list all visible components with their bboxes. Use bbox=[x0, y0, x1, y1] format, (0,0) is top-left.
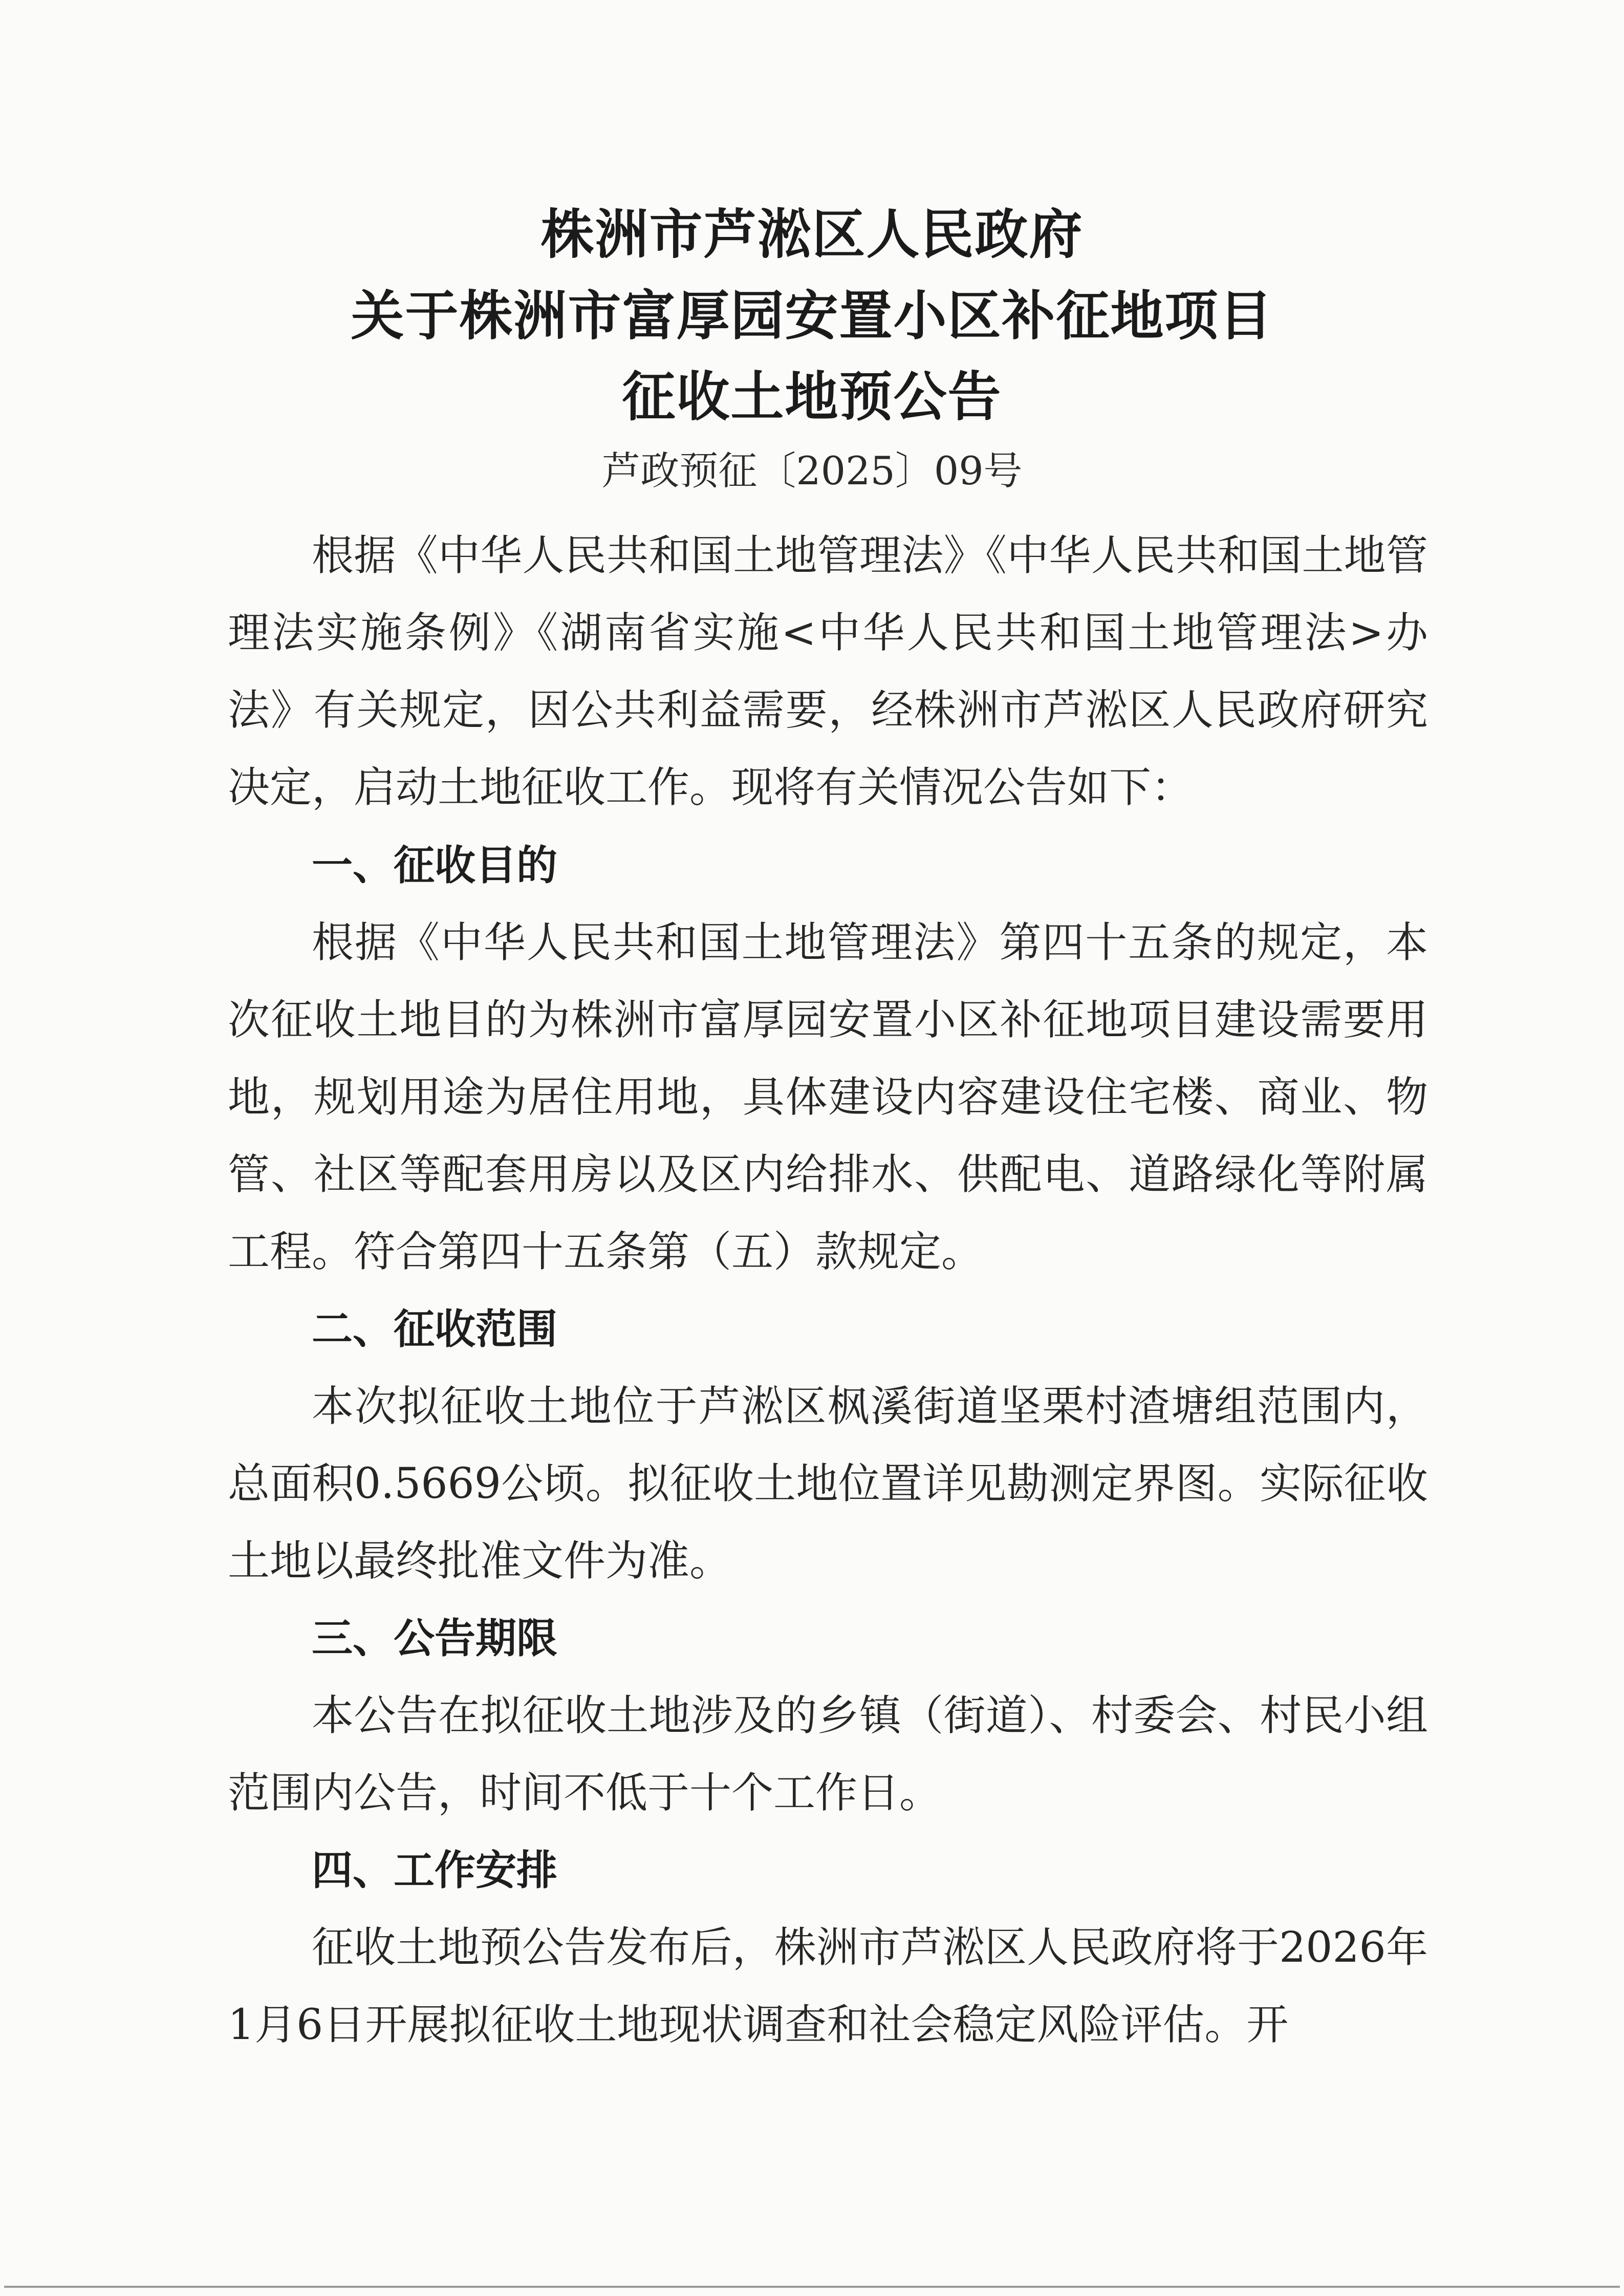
section-text-period: 本公告在拟征收土地涉及的乡镇（街道）、村委会、村民小组范围内公告，时间不低于十个工作日。 bbox=[228, 1691, 1428, 1817]
document-number: 芦政预征〔2025〕09号 bbox=[601, 448, 1023, 493]
section-heading-period: 三、公告期限 bbox=[312, 1615, 557, 1662]
page-bottom-edge bbox=[4, 2286, 1620, 2288]
title-line-2: 关于株洲市富厚园安置小区补征地项目 bbox=[351, 284, 1273, 347]
section-heading-arrangement: 四、工作安排 bbox=[312, 1847, 557, 1894]
title-line-1: 株洲市芦淞区人民政府 bbox=[540, 203, 1084, 266]
section-heading-purpose: 一、征收目的 bbox=[312, 842, 557, 889]
section-text-purpose: 根据《中华人民共和国土地管理法》第四十五条的规定，本次征收土地目的为株洲市富厚园安置小区补征地项目建设需要用地，规划用途为居住用地，具体建设内容建设住宅楼、商业、物管、社区等配套用房以及区内给排水、供配电、道路绿化等附属工程。符合第四十五条第（五）款规定。 bbox=[228, 918, 1428, 1276]
section-text-scope: 本次拟征收土地位于芦淞区枫溪街道坚栗村渣塘组范围内，总面积0.5669公顷。拟征收土地位置详见勘测定界图。实际征收土地以最终批准文件为准。 bbox=[228, 1382, 1428, 1585]
title-line-3: 征收土地预公告 bbox=[622, 365, 1002, 428]
intro-paragraph: 根据《中华人民共和国土地管理法》《中华人民共和国土地管理法实施条例》《湖南省实施<中华人民共和国土地管理法>办法》有关规定，因公共利益需要，经株洲市芦淞区人民政府研究决定，启动土地征收工作。现将有关情况公告如下： bbox=[228, 531, 1428, 812]
section-heading-scope: 二、征收范围 bbox=[312, 1305, 557, 1353]
section-text-arrangement: 征收土地预公告发布后，株洲市芦淞区人民政府将于2026年1月6日开展拟征收土地现状调查和社会稳定风险评估。开 bbox=[228, 1923, 1428, 2049]
